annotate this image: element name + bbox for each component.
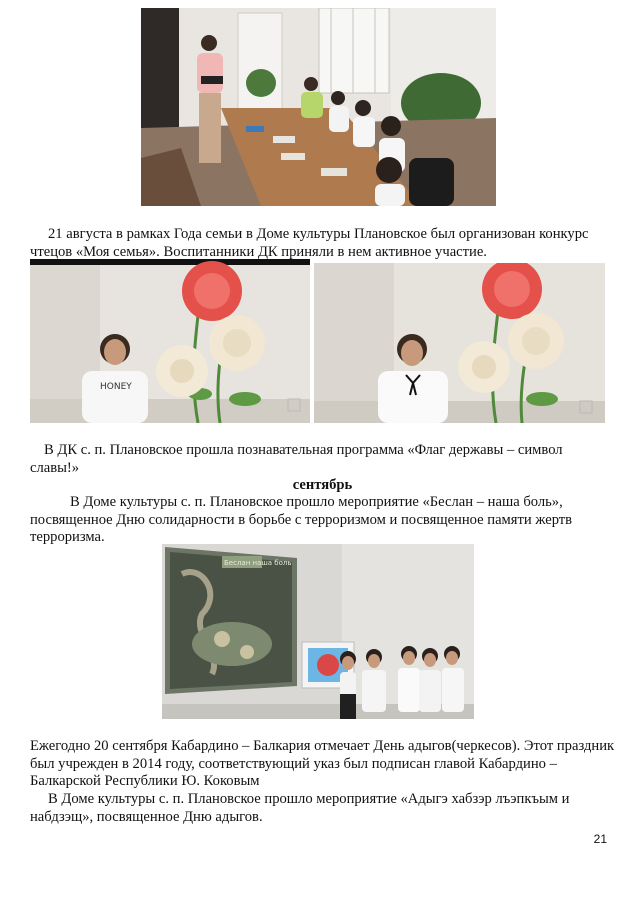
photo-girl-reading-left bbox=[30, 259, 310, 423]
paragraph-adyghe-event: В Доме культуры с. п. Плановское прошло мероприятие «Адыгэ хабзэр лъэпкъым и набдзэщ», посвященное Дню адыгов. bbox=[30, 791, 570, 825]
slide-caption: Беслан наша боль bbox=[224, 559, 292, 567]
page-number: 21 bbox=[593, 832, 607, 846]
paragraph-beslan: В Доме культуры с. п. Плановское прошло мероприятие «Беслан – наша боль», посвященное Дню солидарности в борьбе с терроризмом и посвященное памяти жертв терроризма. bbox=[30, 494, 573, 545]
photo-girl-reading-right bbox=[314, 263, 605, 423]
paragraph-reading-contest: 21 августа в рамках Года семьи в Доме культуры Плановское был организован конкурс чтецов «Моя семья». Воспитанники ДК приняли в нем активное участие. bbox=[30, 226, 589, 260]
photo-beslan-event bbox=[162, 544, 474, 719]
month-heading: сентябрь bbox=[292, 477, 353, 493]
paragraph-flag-program: В ДК с. п. Плановское прошла познавательная программа «Флаг державы – символ славы!» bbox=[30, 442, 563, 476]
photo-contest-classroom bbox=[141, 8, 496, 206]
paragraph-adyghe-day: Ежегодно 20 сентября Кабардино – Балкария отмечает День адыгов(черкесов). Этот праздник был учрежден в 2014 году, соответствующий указ был подписан главой Кабардино – Балкарской Республики Ю. Коковым bbox=[30, 738, 615, 789]
svg-text:HONEY: HONEY bbox=[100, 382, 132, 392]
